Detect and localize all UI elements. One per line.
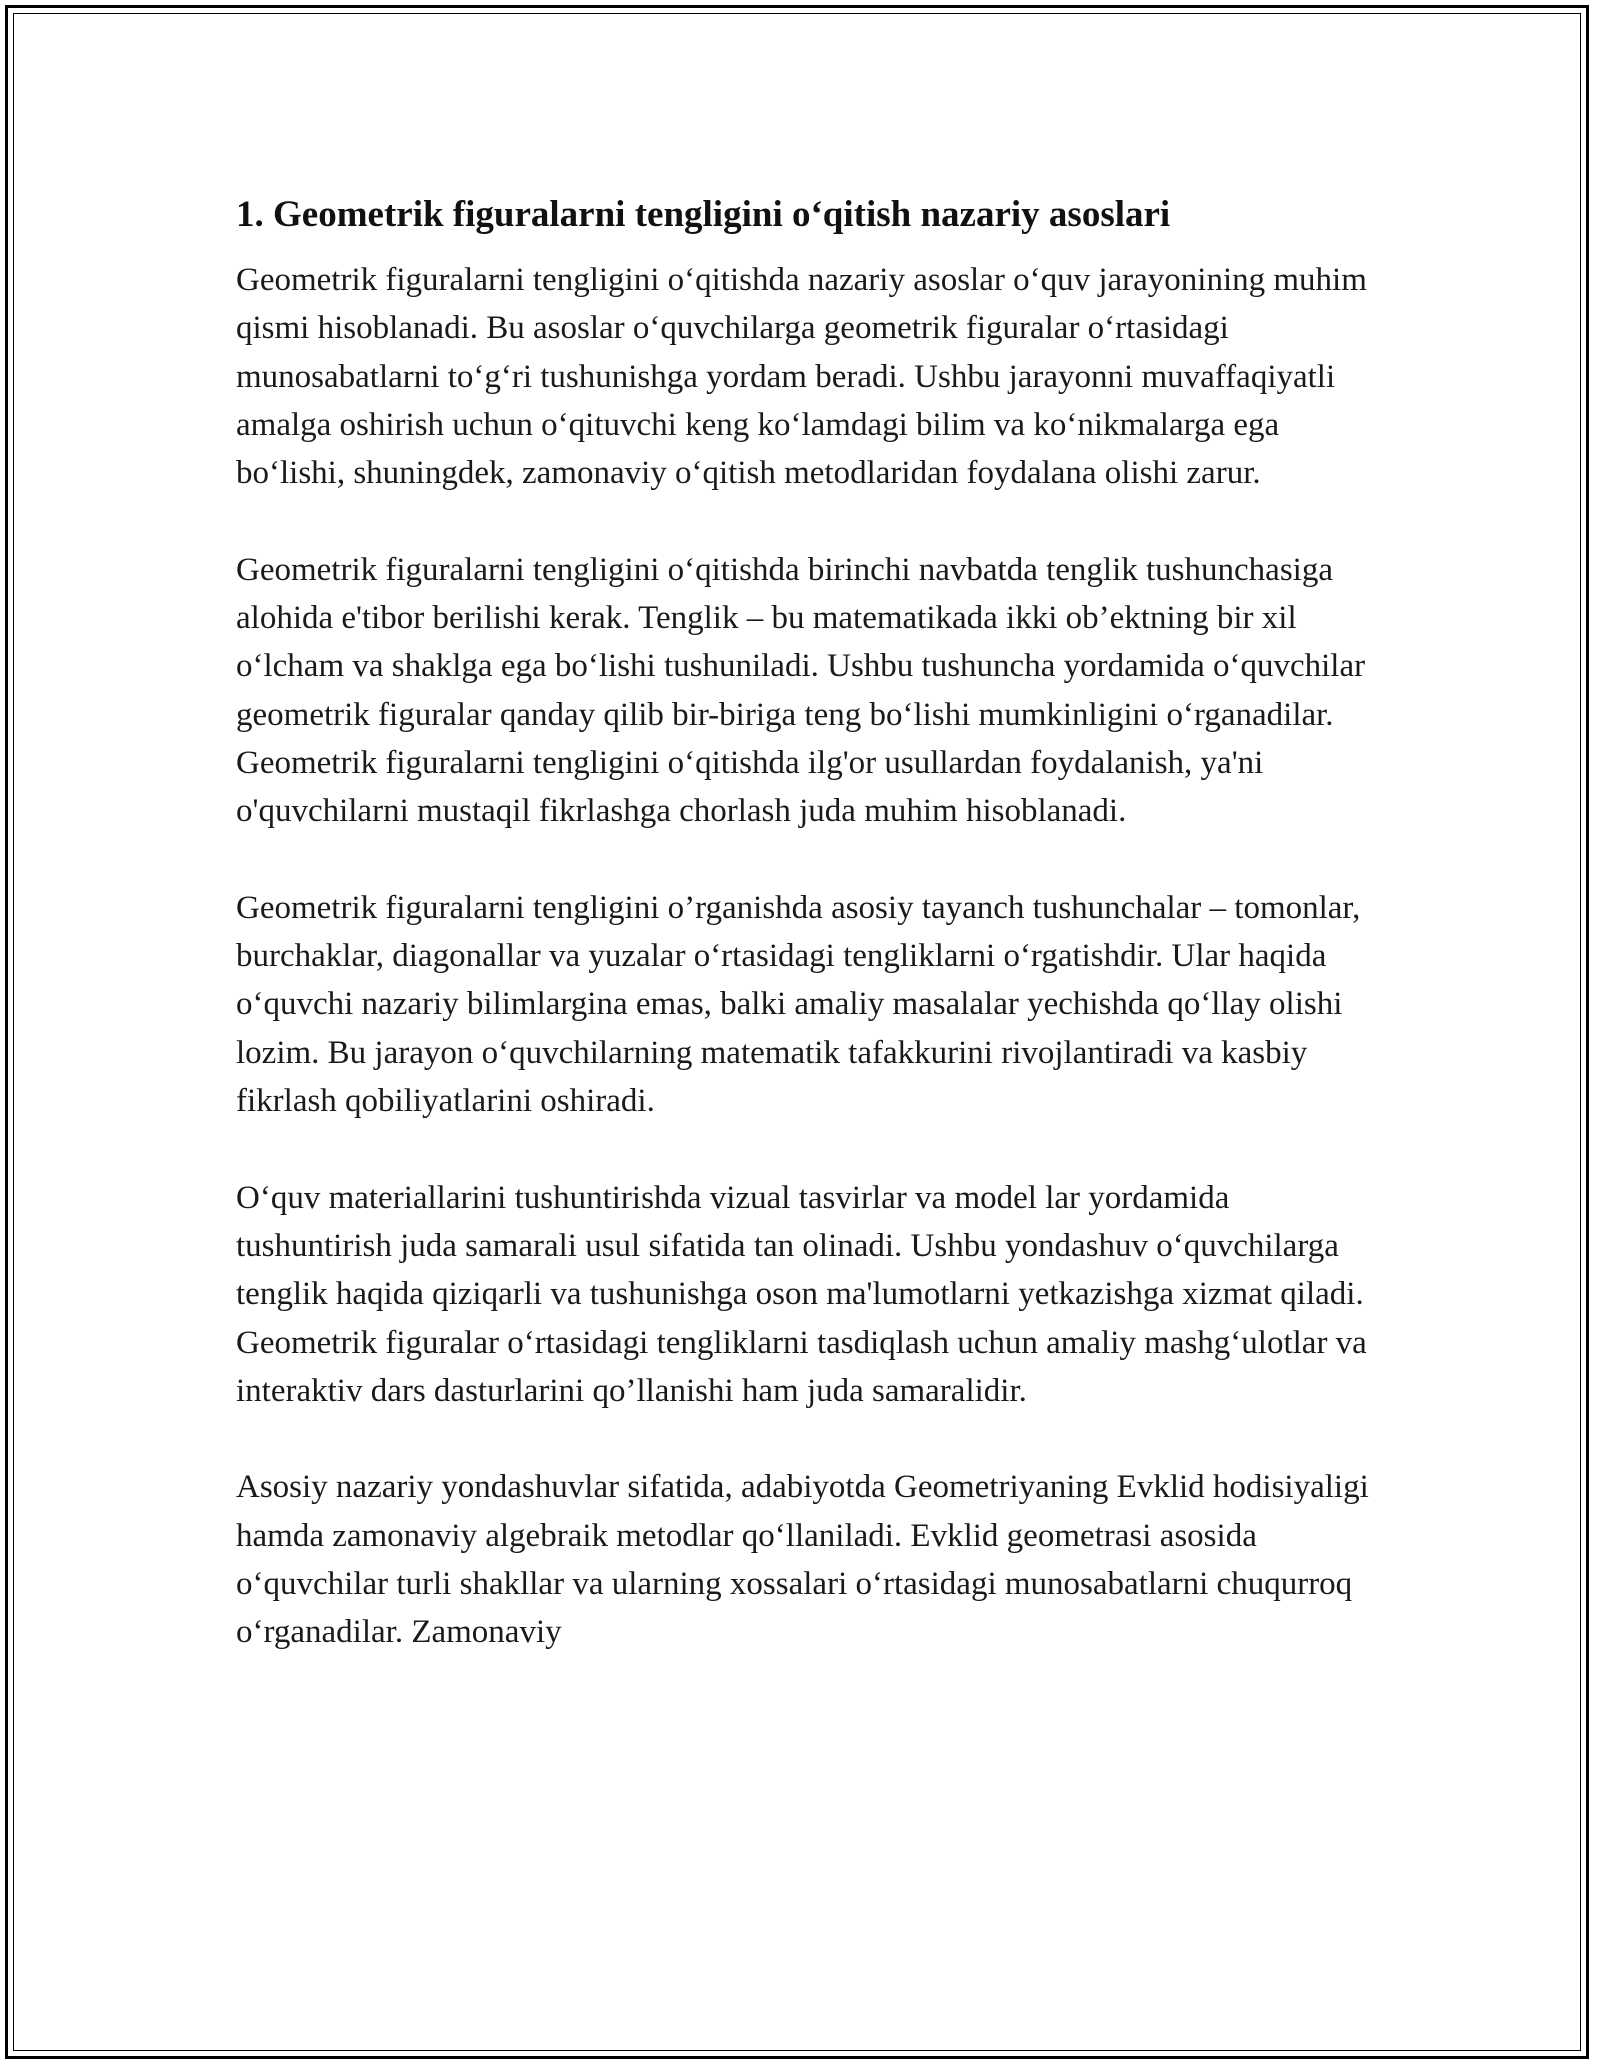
- paragraph-4: O‘quv materiallarini tushuntirishda vizual tasvirlar va model lar yordamida tushuntirish juda samarali usul sifatida tan olinadi. Ushbu yondashuv o‘quvchilarga tenglik haqida qiziqarli va tushunishga oson ma'lumotlarni yetkazishga xizmat qiladi. Geometrik figuralar o‘rtasidagi tengliklarni tasdiqlash uchun amaliy mashg‘ulotlar va interaktiv dars dasturlarini qo’llanishi ham juda samaralidir.: [236, 1179, 1367, 1409]
- paragraph-1: Geometrik figuralarni tengligini o‘qitishda nazariy asoslar o‘quv jarayonining muhim qismi hisoblanadi. Bu asoslar o‘quvchilarga geometrik figuralar o‘rtasidagi munosabatlarni to‘g‘ri tushunishga yordam beradi. Ushbu jarayonni muvaffaqiyatli amalga oshirish uchun o‘qituvchi keng ko‘lamdagi bilim va ko‘nikmalarga ega bo‘lishi, shuningdek, zamonaviy o‘qitish metodlaridan foydalana olishi zarur.: [236, 262, 1367, 492]
- paragraph-2: Geometrik figuralarni tengligini o‘qitishda birinchi navbatda tenglik tushunchasiga alohida e'tibor berilishi kerak. Tenglik – bu matematikada ikki ob’ektning bir xil o‘lcham va shaklga ega bo‘lishi tushuniladi. Ushbu tushuncha yordamida o‘quvchilar geometrik figuralar qanday qilib bir-biriga teng bo‘lishi mumkinligini o‘rganadilar. Geometrik figuralarni tengligini o‘qitishda ilg'or usullardan foydalanish, ya'ni o'quvchilarni mustaqil fikrlashga chorlash juda muhim hisoblanadi.: [236, 551, 1366, 830]
- paragraph-3: Geometrik figuralarni tengligini o’rganishda asosiy tayanch tushunchalar – tomonlar, burchaklar, diagonallar va yuzalar o‘rtasidagi tengliklarni o‘rgatishdir. Ular haqida o‘quvchi nazariy bilimlargina emas, balki amaliy masalalar yechishda qo‘llay olishi lozim. Bu jarayon o‘quvchilarning matematik tafakkurini rivojlantiradi va kasbiy fikrlash qobiliyatlarini oshiradi.: [236, 889, 1361, 1120]
- document-body: [236, 188, 1376, 1657]
- paragraph-5: Asosiy nazariy yondashuvlar sifatida, adabiyotda Geometriyaning Evklid hodisiyaligi hamda zamonaviy algebraik metodlar qo‘llaniladi. Evklid geometrasi asosida o‘quvchilar turli shakllar va ularning xossalari o‘rtasidagi munosabatlarni chuqurroq o‘rganadilar. Zamonaviy: [236, 1469, 1369, 1651]
- section-heading: 1. Geometrik figuralarni tengligini o‘qitish nazariy asoslari: [236, 194, 1171, 235]
